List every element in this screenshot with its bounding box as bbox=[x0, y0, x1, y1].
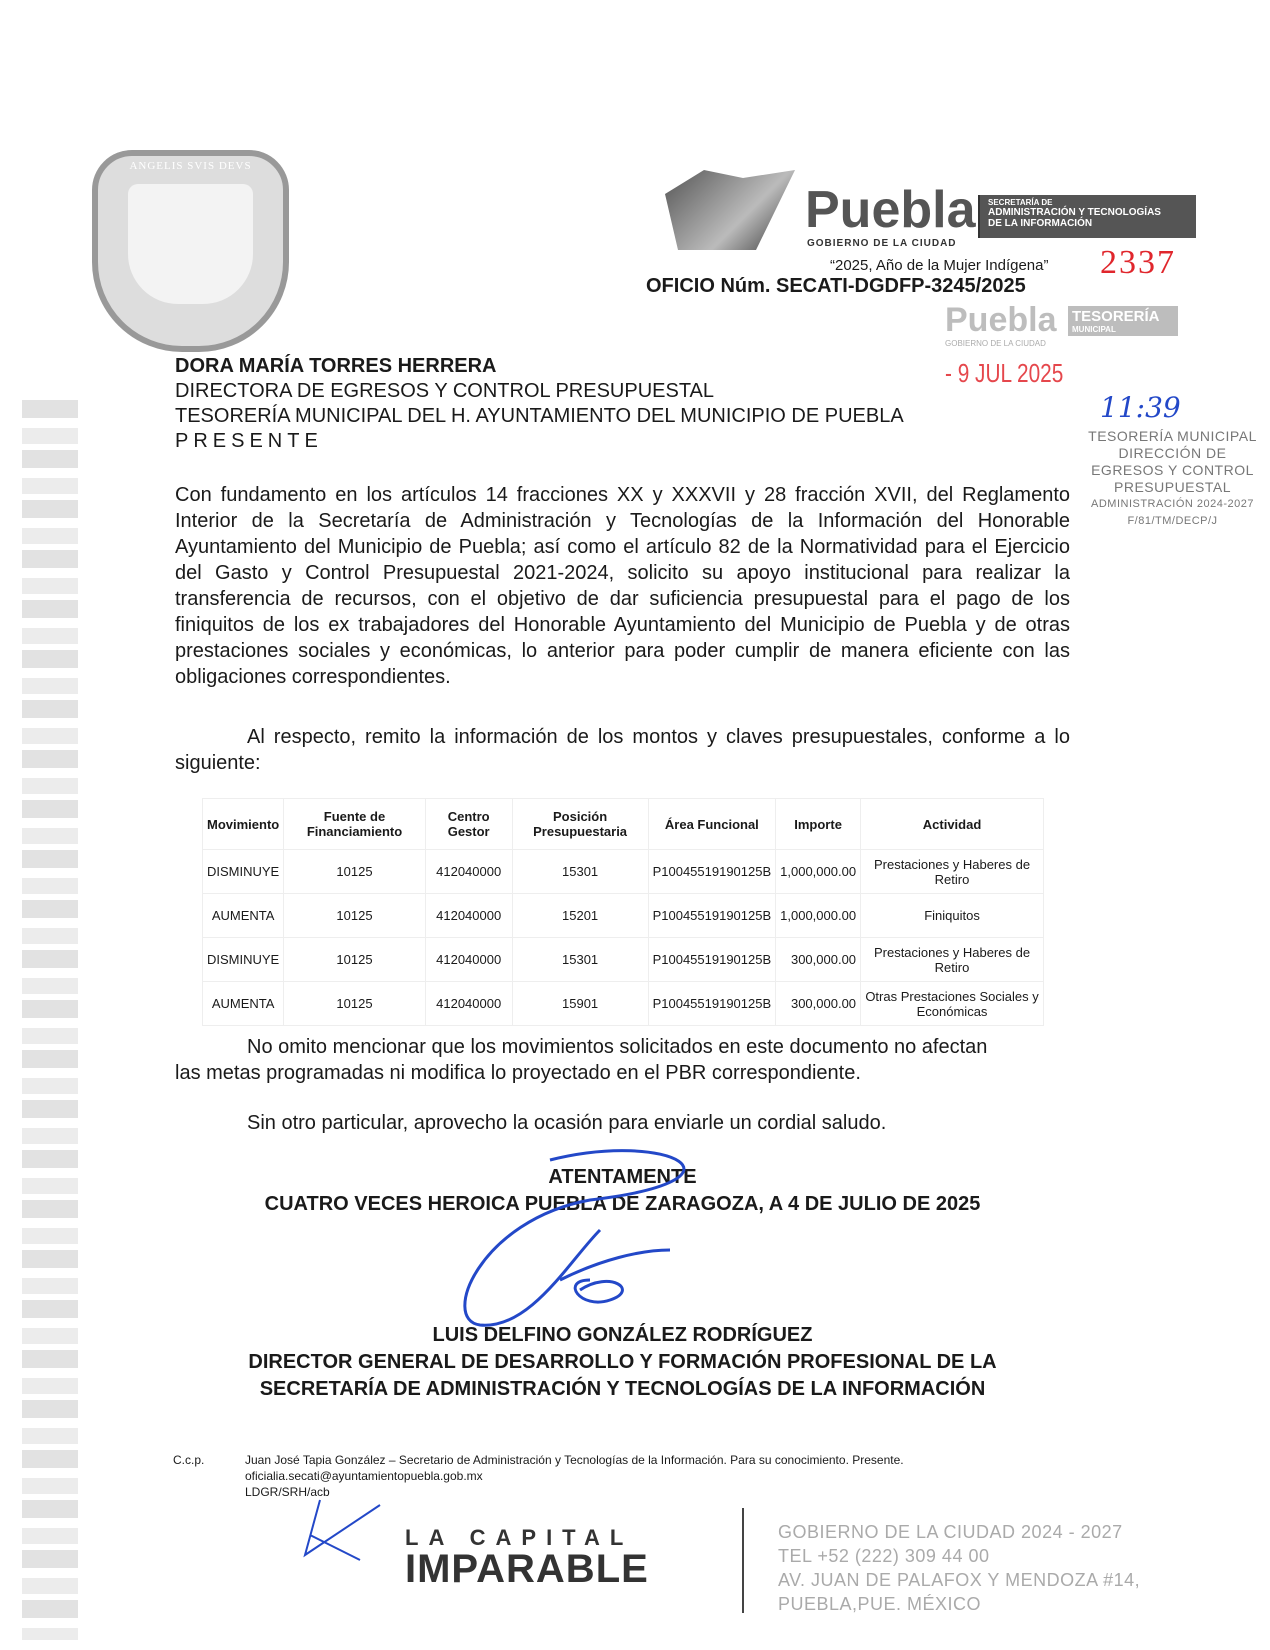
stamp-line: DIRECCIÓN DE EGRESOS Y CONTROL bbox=[1091, 445, 1254, 478]
table-cell: P10045519190125B bbox=[648, 894, 776, 938]
contact-city: PUEBLA,PUE. MÉXICO bbox=[778, 1594, 982, 1614]
table-cell: Finiquitos bbox=[861, 894, 1044, 938]
table-cell: 300,000.00 bbox=[776, 982, 861, 1026]
column-header: Área Funcional bbox=[648, 799, 776, 850]
paragraph-line: las metas programadas ni modifica lo proyectado en el PBR correspondiente. bbox=[175, 1062, 861, 1084]
column-header: Posición Presupuestaria bbox=[512, 799, 648, 850]
table-cell: 412040000 bbox=[425, 938, 512, 982]
logo-art-icon bbox=[665, 170, 795, 250]
table-cell: P10045519190125B bbox=[648, 982, 776, 1026]
ccp-line: Juan José Tapia González – Secretario de Administración y Tecnologías de la Información. Para su conocimiento. Presente. bbox=[245, 1453, 904, 1467]
tesoreria-stamp-logo bbox=[850, 302, 1180, 350]
table-cell: 10125 bbox=[284, 938, 426, 982]
reception-stamp bbox=[1080, 428, 1265, 530]
table-cell: 412040000 bbox=[425, 894, 512, 938]
table-cell: DISMINUYE bbox=[203, 850, 284, 894]
logo-sub: GOBIERNO DE LA CIUDAD bbox=[807, 238, 957, 249]
paragraph-3 bbox=[175, 1034, 1070, 1086]
stamp-line: ADMINISTRACIÓN 2024-2027 bbox=[1091, 498, 1254, 510]
stamp-line: PRESUPUESTAL bbox=[1114, 479, 1231, 495]
recipient-block bbox=[175, 354, 904, 454]
initials-signature bbox=[300, 1495, 390, 1565]
presente: PRESENTE bbox=[175, 430, 323, 452]
recipient-name: DORA MARÍA TORRES HERRERA bbox=[175, 355, 497, 377]
table-row bbox=[203, 894, 1044, 938]
table-row bbox=[203, 938, 1044, 982]
stamp-line: F/81/TM/DECP/J bbox=[1127, 515, 1218, 527]
column-header: Fuente de Financiamiento bbox=[284, 799, 426, 850]
table-cell: Otras Prestaciones Sociales y Económicas bbox=[861, 982, 1044, 1026]
table-cell: Prestaciones y Haberes de Retiro bbox=[861, 850, 1044, 894]
table-cell: 10125 bbox=[284, 850, 426, 894]
table-cell: AUMENTA bbox=[203, 982, 284, 1026]
secretaria-box bbox=[978, 195, 1196, 238]
table-cell: 412040000 bbox=[425, 850, 512, 894]
oficio-number: OFICIO Núm. SECATI-DGDFP-3245/2025 bbox=[646, 275, 1026, 297]
secretaria-line: ADMINISTRACIÓN Y TECNOLOGÍAS bbox=[988, 207, 1161, 218]
table-cell: 15901 bbox=[512, 982, 648, 1026]
table-row bbox=[203, 982, 1044, 1026]
signer-block bbox=[175, 1322, 1070, 1403]
table-cell: 1,000,000.00 bbox=[776, 850, 861, 894]
table-cell: 1,000,000.00 bbox=[776, 894, 861, 938]
signature bbox=[440, 1140, 740, 1330]
recipient-position: DIRECTORA DE EGRESOS Y CONTROL PRESUPUESTAL bbox=[175, 380, 715, 402]
paragraph-line: No omito mencionar que los movimientos solicitados en este documento no afectan bbox=[247, 1036, 988, 1058]
table-cell: 300,000.00 bbox=[776, 938, 861, 982]
place-date: CUATRO VECES HEROICA PUEBLA DE ZARAGOZA, A 4 DE JULIO DE 2025 bbox=[264, 1193, 981, 1215]
paragraph-2: Al respecto, remito la información de los montos y claves presupuestales, conforme a lo siguiente: bbox=[175, 726, 1070, 774]
slogan-line2: IMPARABLE bbox=[405, 1547, 649, 1591]
contact-address: AV. JUAN DE PALAFOX Y MENDOZA #14, bbox=[778, 1570, 1141, 1590]
ccp-label: C.c.p. bbox=[173, 1453, 205, 1467]
folio-number: 2337 bbox=[1100, 244, 1176, 281]
table-cell: P10045519190125B bbox=[648, 850, 776, 894]
table-cell: DISMINUYE bbox=[203, 938, 284, 982]
stamp-logo-word: Puebla bbox=[945, 301, 1057, 339]
column-header: Actividad bbox=[861, 799, 1044, 850]
table-header-row bbox=[203, 799, 1044, 850]
ccp-initials: LDGR/SRH/acb bbox=[245, 1485, 330, 1499]
table-cell: Prestaciones y Haberes de Retiro bbox=[861, 938, 1044, 982]
paragraph-1: Con fundamento en los artículos 14 fracciones XX y XXXVII y 28 fracción XVII, del Reglamento Interior de la Secretaría de Administración y Tecnologías de la Información del Honorable Ayuntamiento del Municipio de Puebla; así como el artículo 82 de la Normatividad para el Ejercicio del Gasto y Control Presupuestal 2021-2024, solicito su apoyo institucional para realizar la transferencia de recursos, con el objetivo de dar suficiencia presupuestal para el pago de los finiquitos de los ex trabajadores del Honorable Ayuntamiento del Municipio de Puebla y de otras prestaciones sociales y económicas, lo anterior para poder cumplir de manera eficiente con las obligaciones correspondientes. bbox=[175, 484, 1070, 688]
contact-line: GOBIERNO DE LA CIUDAD 2024 - 2027 bbox=[778, 1522, 1123, 1542]
footer-contact bbox=[778, 1520, 1140, 1616]
column-header: Movimiento bbox=[203, 799, 284, 850]
logo-word: Puebla bbox=[805, 181, 976, 239]
stamp-logo-sub: GOBIERNO DE LA CIUDAD bbox=[945, 339, 1046, 348]
table-cell: AUMENTA bbox=[203, 894, 284, 938]
slogan-logo bbox=[405, 1525, 649, 1592]
municipal-shield-logo bbox=[92, 150, 289, 352]
table-cell: 15301 bbox=[512, 850, 648, 894]
stamp-logo-tag-text: TESORERÍA bbox=[1072, 308, 1160, 325]
table-cell: 10125 bbox=[284, 982, 426, 1026]
column-header: Importe bbox=[776, 799, 861, 850]
signer-title: DIRECTOR GENERAL DE DESARROLLO Y FORMACIÓN PROFESIONAL DE LA bbox=[248, 1351, 997, 1373]
stamp-logo-tag bbox=[1068, 306, 1178, 336]
budget-table bbox=[202, 798, 1044, 1026]
table-cell: 412040000 bbox=[425, 982, 512, 1026]
secretaria-line: DE LA INFORMACIÓN bbox=[988, 218, 1093, 229]
received-date-stamp: - 9 JUL 2025 bbox=[945, 358, 1064, 388]
table-cell: 15201 bbox=[512, 894, 648, 938]
table-cell: 15301 bbox=[512, 938, 648, 982]
recipient-office: TESORERÍA MUNICIPAL DEL H. AYUNTAMIENTO DEL MUNICIPIO DE PUEBLA bbox=[175, 405, 904, 427]
ccp-email: oficialia.secati@ayuntamientopuebla.gob.mx bbox=[245, 1469, 483, 1483]
puebla-logo bbox=[665, 160, 976, 255]
paragraph-4: Sin otro particular, aprovecho la ocasión para enviarle un cordial saludo. bbox=[247, 1112, 887, 1134]
table-row bbox=[203, 850, 1044, 894]
stamp-logo-tag-sub: MUNICIPAL bbox=[1072, 325, 1116, 334]
decorative-border bbox=[22, 400, 78, 1640]
atentamente: ATENTAMENTE bbox=[548, 1166, 697, 1188]
table-cell: 10125 bbox=[284, 894, 426, 938]
stamp-line: TESORERÍA MUNICIPAL bbox=[1088, 428, 1257, 444]
column-header: Centro Gestor bbox=[425, 799, 512, 850]
table-cell: P10045519190125B bbox=[648, 938, 776, 982]
signer-title: SECRETARÍA DE ADMINISTRACIÓN Y TECNOLOGÍAS DE LA INFORMACIÓN bbox=[259, 1378, 986, 1400]
signer-name: LUIS DELFINO GONZÁLEZ RODRÍGUEZ bbox=[432, 1324, 813, 1346]
footer-divider bbox=[742, 1508, 744, 1613]
shield-motto: ANGELIS SVIS DEVS bbox=[129, 160, 252, 172]
secretaria-line: SECRETARÍA DE bbox=[988, 198, 1053, 207]
year-motto: “2025, Año de la Mujer Indígena” bbox=[830, 257, 1049, 274]
slogan-line1: LA CAPITAL bbox=[405, 1525, 634, 1550]
handwritten-time: 11:39 bbox=[1100, 391, 1181, 424]
contact-phone: TEL +52 (222) 309 44 00 bbox=[778, 1546, 990, 1566]
